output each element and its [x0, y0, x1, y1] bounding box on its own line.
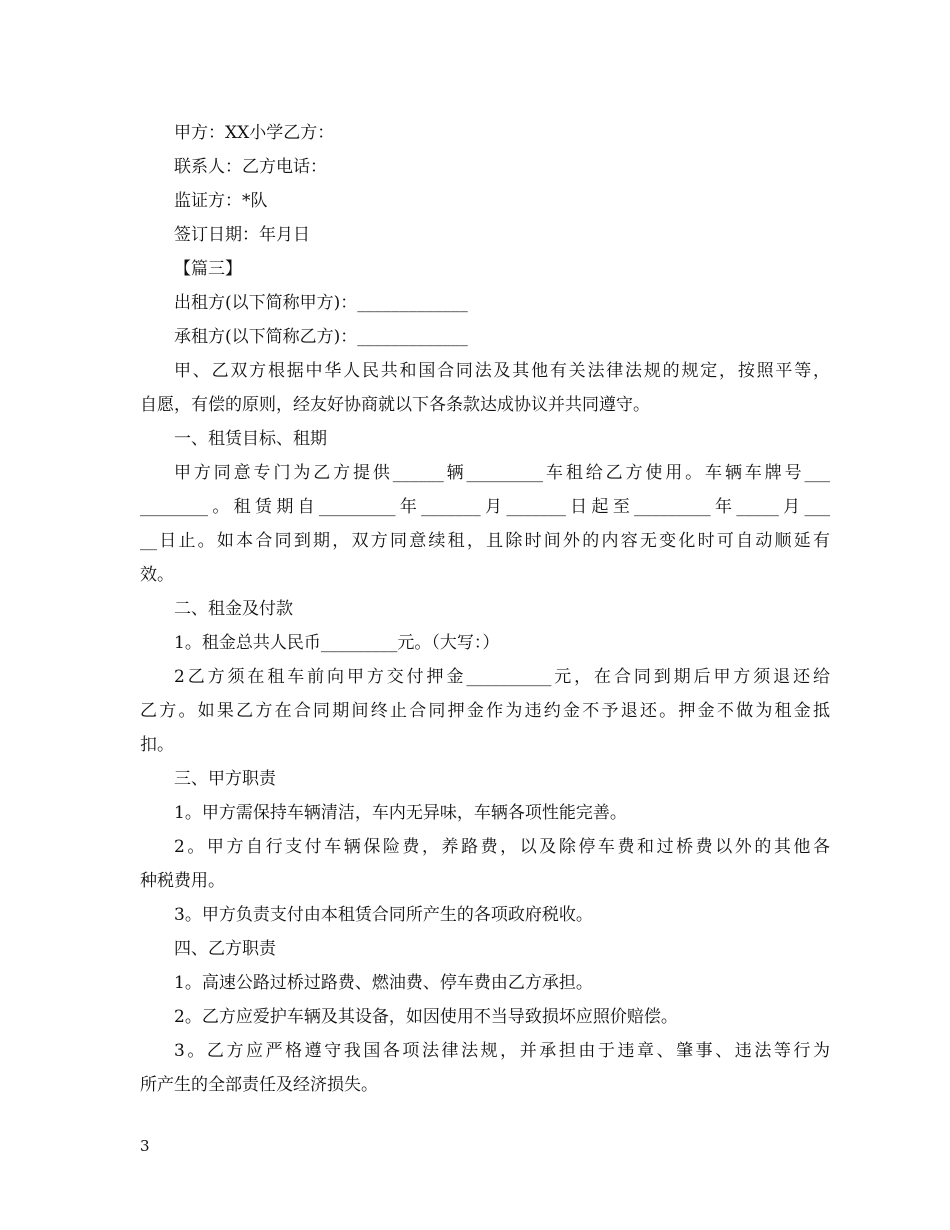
- text-line: 1。高速公路过桥过路费、燃油费、停车费由乙方承担。: [174, 973, 593, 993]
- text-line: 3。甲方负责支付由本租赁合同所产生的各项政府税收。: [174, 905, 593, 925]
- text-line: 1。租金总共人民币_________元。（大写：）: [174, 633, 500, 653]
- text-line: 甲、乙双方根据中华人民共和国合同法及其他有关法律法规的规定，按照平等，: [174, 361, 830, 381]
- text-line: 2乙方须在租车前向甲方交付押金__________元，在合同到期后甲方须退还给: [174, 667, 830, 687]
- text-line: 监证方：*队: [174, 191, 268, 211]
- text-line: 3。乙方应严格遵守我国各项法律法规，并承担由于违章、肇事、违法等行为: [174, 1041, 830, 1061]
- text-line: 四、乙方职责: [174, 939, 276, 959]
- text-line: 所产生的全部责任及经济损失。: [140, 1075, 378, 1095]
- text-line: 联系人：乙方电话：: [174, 157, 327, 177]
- text-line: 签订日期：年月日: [174, 225, 310, 245]
- text-line: 2。乙方应爱护车辆及其设备，如因使用不当导致损坏应照价赔偿。: [174, 1007, 678, 1027]
- text-line: 承租方(以下简称乙方)：_____________: [174, 327, 468, 347]
- text-line: 一、租赁目标、租期: [174, 429, 327, 449]
- page-number: 3: [140, 1137, 150, 1155]
- text-line: 2。甲方自行支付车辆保险费，养路费，以及除停车费和过桥费以外的其他各: [174, 837, 830, 857]
- text-line: 甲方：XX小学乙方：: [174, 123, 335, 143]
- text-line: 三、甲方职责: [174, 769, 276, 789]
- text-line: __日止。如本合同到期，双方同意续租，且除时间外的内容无变化时可自动顺延有: [140, 531, 830, 551]
- document-body: [140, 116, 830, 1102]
- text-line: ________。租赁期自_________年_______月_______日起至_________年_____月___: [140, 497, 830, 517]
- text-line: 【篇三】: [174, 259, 242, 279]
- text-line: 扣。: [140, 735, 174, 755]
- text-line: 1。甲方需保持车辆清洁，车内无异味，车辆各项性能完善。: [174, 803, 627, 823]
- text-line: 出租方(以下简称甲方)：_____________: [174, 293, 468, 313]
- text-line: 乙方。如果乙方在合同期间终止合同押金作为违约金不予退还。押金不做为租金抵: [140, 701, 830, 721]
- text-line: 自愿，有偿的原则，经友好协商就以下各条款达成协议并共同遵守。: [140, 395, 650, 415]
- text-line: 甲方同意专门为乙方提供______辆_________车租给乙方使用。车辆车牌号___: [174, 463, 830, 483]
- text-line: 二、租金及付款: [174, 599, 293, 619]
- text-line: 种税费用。: [140, 871, 225, 891]
- text-line: 效。: [140, 565, 174, 585]
